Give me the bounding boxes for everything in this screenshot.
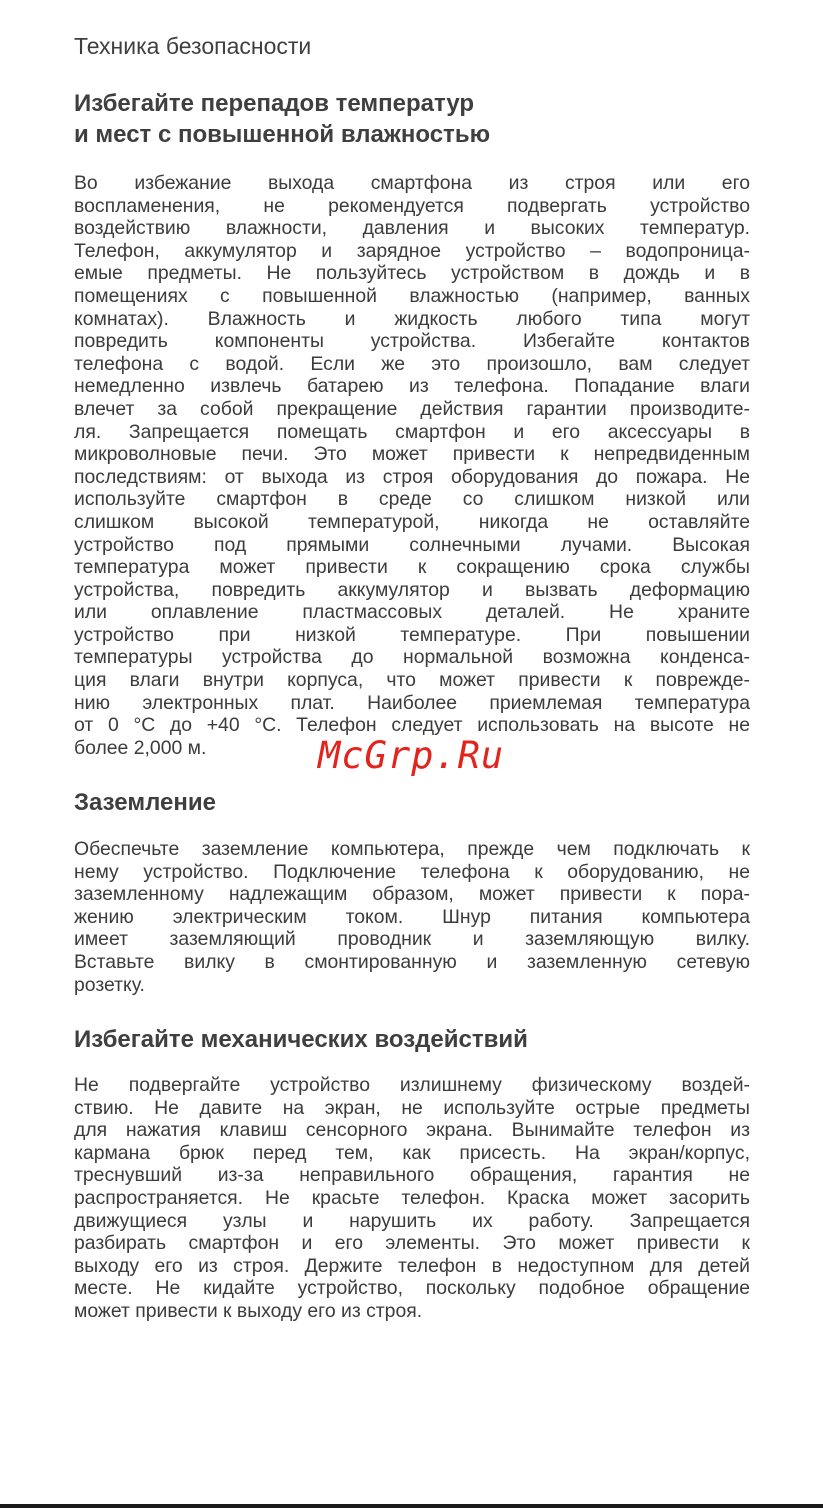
text-line: устройство под прямыми солнечными лучами. Высокая — [74, 533, 750, 556]
text-line: кармана брюк перед тем, как присесть. На экран/корпус, — [74, 1141, 750, 1164]
text-line: повредить компоненты устройства. Избегайте контактов — [74, 330, 750, 353]
text-line: немедленно извлечь батарею из телефона. Попадание влаги — [74, 375, 750, 398]
watermark-logo: McGrp.Ru — [318, 734, 505, 777]
text-line: температуры устройства до нормальной возможна конденса- — [74, 646, 750, 669]
text-line: разбирать смартфон и его элементы. Это может привести к — [74, 1232, 750, 1255]
text-line: Обеспечьте заземление компьютера, прежде чем подключать к — [74, 838, 750, 860]
text-line: последствиям: от выхода из строя оборудования до пожара. Не — [74, 465, 750, 488]
text-line: температура может привести к сокращению срока службы — [74, 556, 750, 579]
text-line: треснувший из-за неправильного обращения, гарантия не — [74, 1164, 750, 1187]
text-line: устройства, повредить аккумулятор и вызвать деформацию — [74, 578, 750, 601]
heading-line: Избегайте перепадов температур — [74, 90, 475, 117]
text-line: влечет за собой прекращение действия гарантии производите- — [74, 397, 750, 420]
section-heading-grounding — [74, 787, 216, 818]
text-line: жению электрическим током. Шнур питания компьютера — [74, 905, 750, 928]
text-line: движущиеся узлы и нарушить их работу. Запрещается — [74, 1209, 750, 1232]
text-line: воспламенения, не рекомендуется подвергать устройство — [74, 194, 750, 217]
heading-line: Заземление — [74, 789, 216, 816]
text-line: комнатах). Влажность и жидкость любого типа могут — [74, 307, 750, 330]
text-line: заземленному надлежащим образом, может привести к пора- — [74, 883, 750, 906]
text-line: может привести к выходу его из строя. — [74, 1299, 423, 1322]
section-body-mechanical — [74, 1074, 750, 1323]
text-line: воздействию влажности, давления и высоких температур. — [74, 217, 750, 240]
section-heading-temperature — [74, 88, 490, 150]
text-line: слишком высокой температурой, никогда не оставляйте — [74, 510, 750, 533]
text-line: микроволновые печи. Это может привести к непредвиденным — [74, 443, 750, 466]
text-line: розетку. — [74, 973, 145, 996]
text-line: ля. Запрещается помещать смартфон и его аксессуары в — [74, 420, 750, 443]
section-body-grounding — [74, 838, 750, 996]
text-line: распространяется. Не красьте телефон. Краска может засорить — [74, 1186, 750, 1209]
text-line: более 2,000 м. — [74, 736, 207, 759]
text-line: имеет заземляющий проводник и заземляющую вилку. — [74, 928, 750, 951]
page-bottom-rule — [0, 1504, 823, 1508]
text-line: устройство при низкой температуре. При повышении — [74, 623, 750, 646]
text-line: Во избежание выхода смартфона из строя или его — [74, 172, 750, 194]
running-header: Техника безопасности — [74, 33, 312, 59]
heading-line: Избегайте механических воздействий — [74, 1026, 528, 1053]
text-line: месте. Не кидайте устройство, поскольку подобное обращение — [74, 1277, 750, 1300]
text-line: выходу его из строя. Держите телефон в недоступном для детей — [74, 1254, 750, 1277]
text-line: Телефон, аккумулятор и зарядное устройство – водопроница- — [74, 239, 750, 262]
text-line: нему устройство. Подключение телефона к оборудованию, не — [74, 860, 750, 883]
text-line: используйте смартфон в среде со слишком низкой или — [74, 488, 750, 511]
text-line: нию электронных плат. Наиболее приемлемая температура — [74, 691, 750, 714]
text-line: емые предметы. Не пользуйтесь устройством в дождь и в — [74, 262, 750, 285]
heading-line: и мест с повышенной влажностью — [74, 121, 491, 148]
text-line: от 0 °С до +40 °С. Телефон следует использовать на высоте не — [74, 714, 750, 737]
text-line: для нажатия клавиш сенсорного экрана. Вынимайте телефон из — [74, 1119, 750, 1142]
text-line: помещениях с повышенной влажностью (например, ванных — [74, 284, 750, 307]
text-line: Вставьте вилку в смонтированную и заземленную сетевую — [74, 950, 750, 973]
text-line: ствию. Не давите на экран, не используйте острые предметы — [74, 1096, 750, 1119]
text-line: ция влаги внутри корпуса, что может привести к поврежде- — [74, 669, 750, 692]
text-line: Не подвергайте устройство излишнему физическому воздей- — [74, 1074, 750, 1096]
text-line: или оплавление пластмассовых деталей. Не храните — [74, 601, 750, 624]
text-line: телефона с водой. Если же это произошло, вам следует — [74, 352, 750, 375]
section-body-temperature — [74, 172, 750, 759]
section-heading-mechanical — [74, 1024, 528, 1055]
